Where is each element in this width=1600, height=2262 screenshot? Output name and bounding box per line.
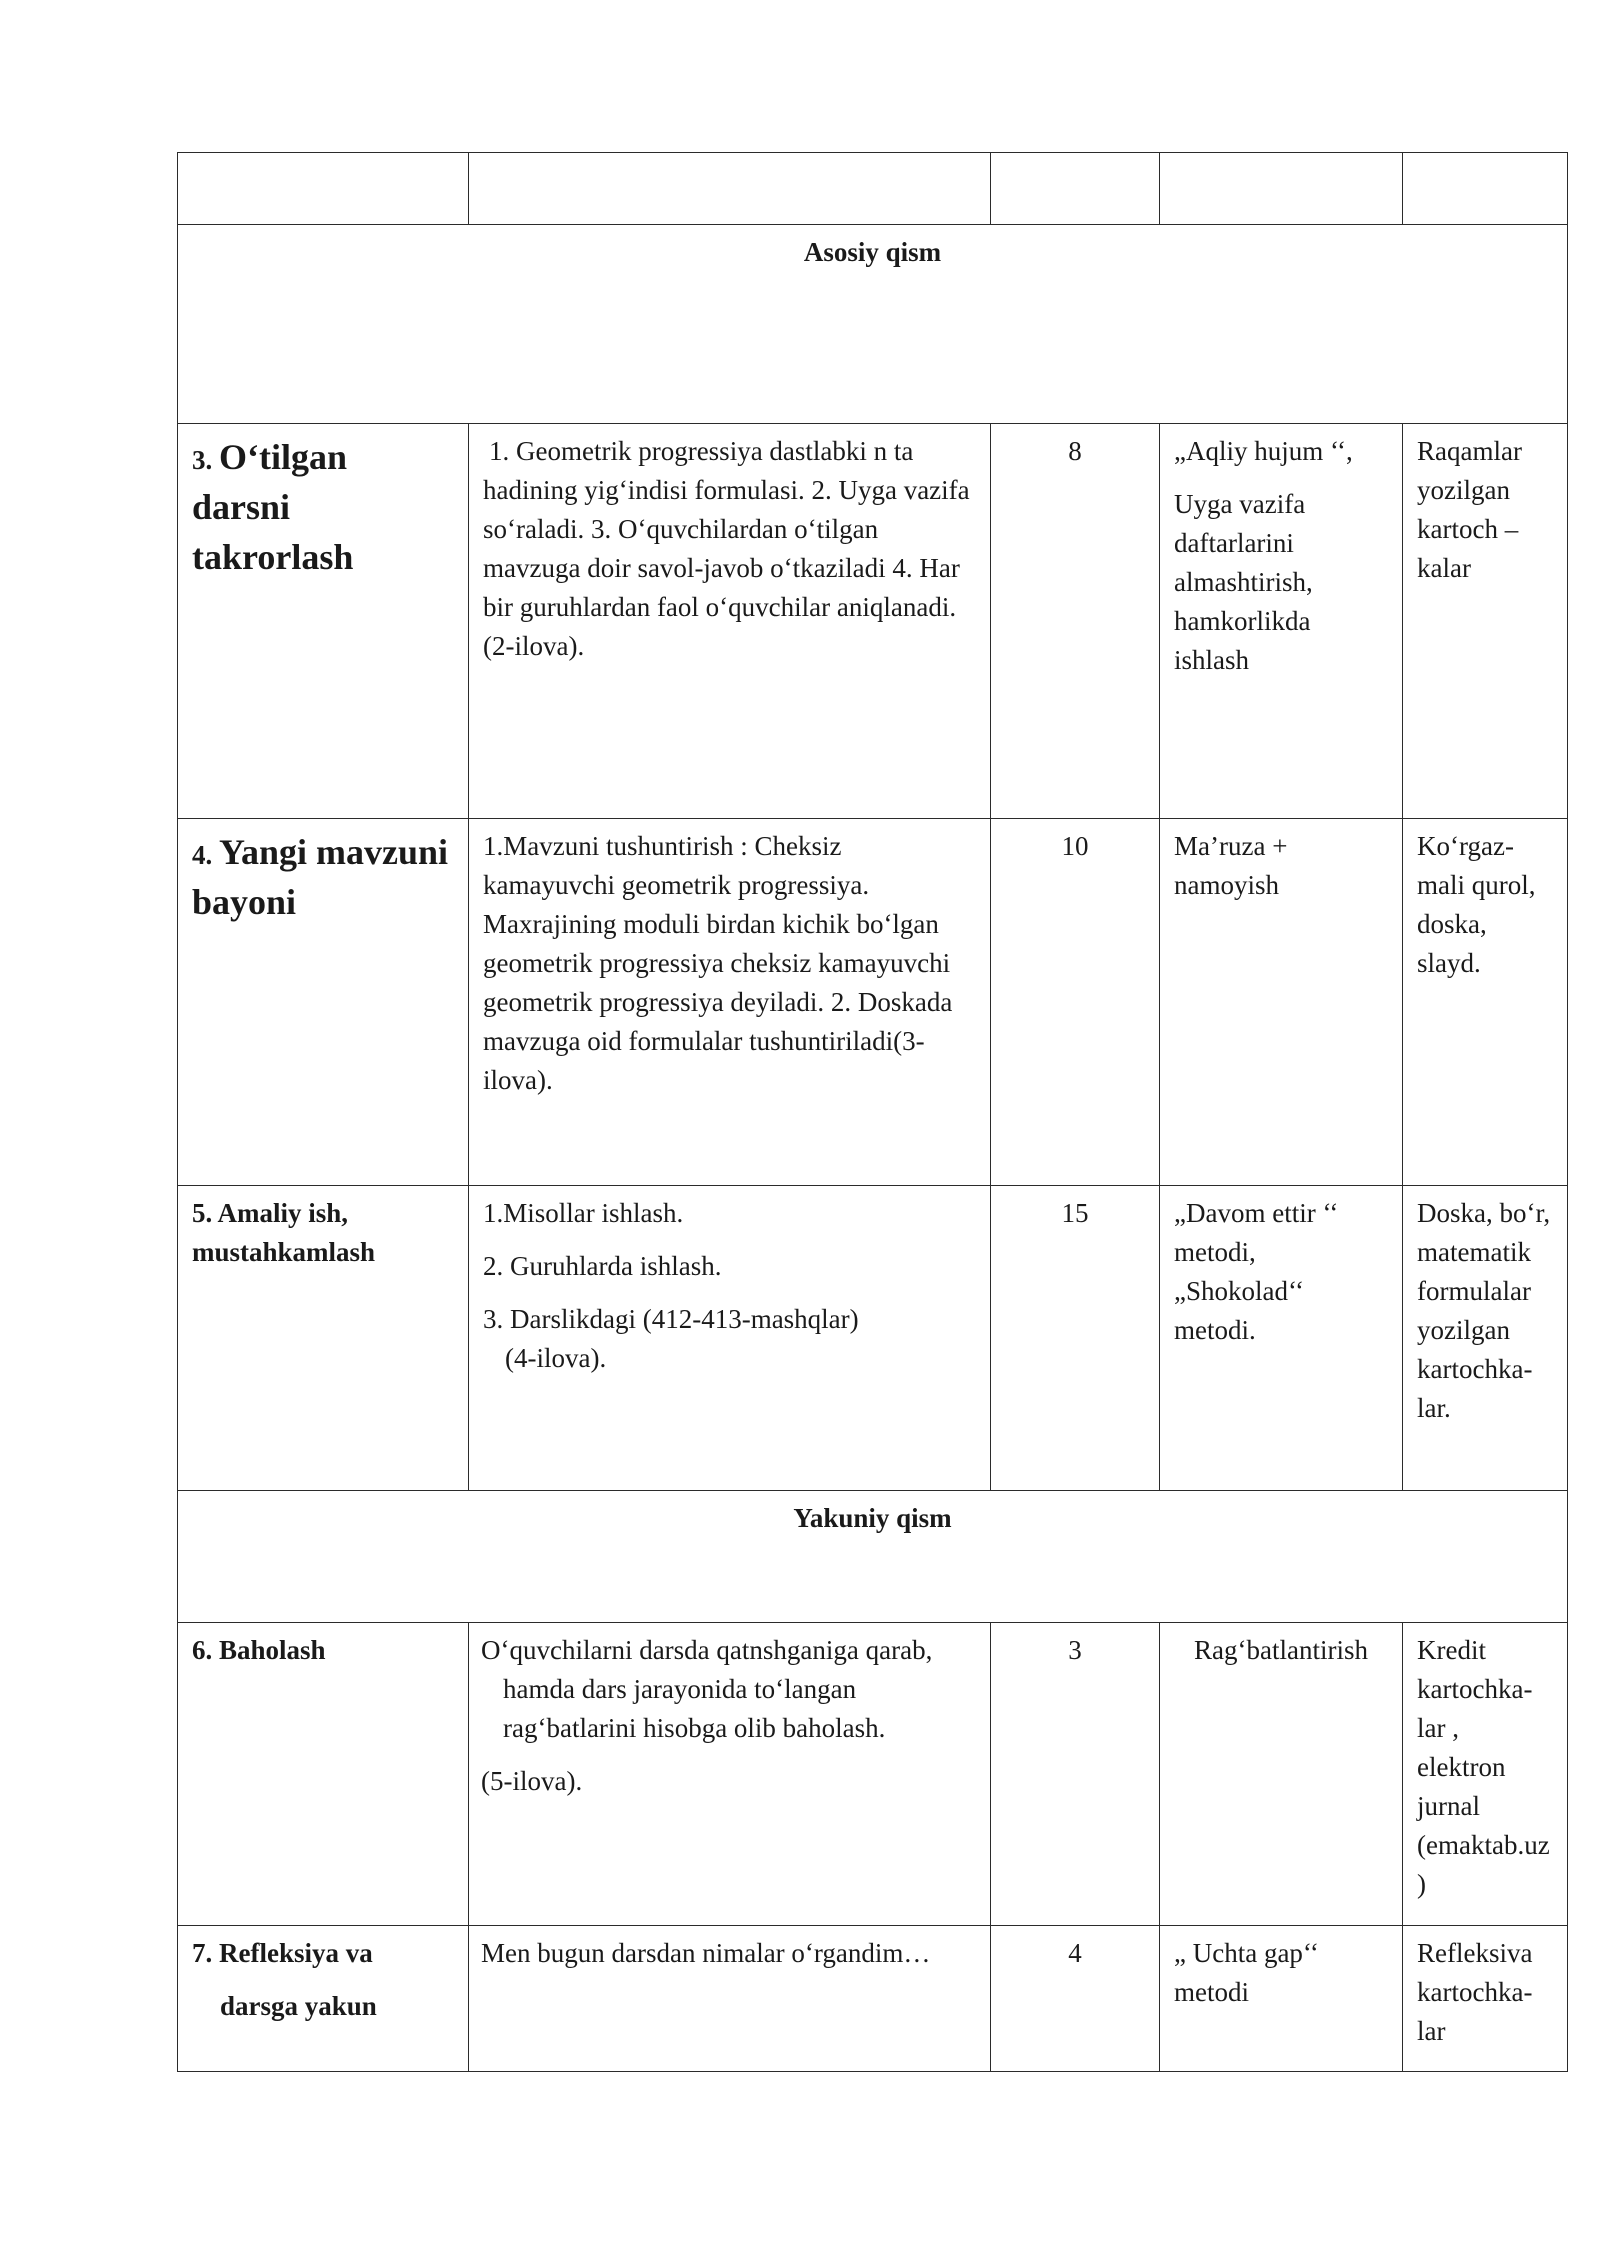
stage-title: 6. Baholash (178, 1623, 469, 1926)
stage-title: O‘tilgan darsni takrorlash (192, 437, 354, 577)
stage-cell (178, 819, 469, 1186)
content-text: 3. Darslikdagi (412-413-mashqlar) (483, 1304, 859, 1334)
lesson-plan-table (177, 152, 1568, 2072)
content-text: hamda dars jarayonida to‘langan rag‘batlarini hisobga olib baholash. (503, 1674, 886, 1743)
method-cell: „ Uchta gap‘‘ metodi (1160, 1926, 1403, 2072)
resources-cell: Ko‘rgaz-mali qurol, doska, slayd. (1403, 819, 1568, 1186)
stage-number: 3. (192, 445, 213, 475)
stage-title: 7. Refleksiya va (192, 1938, 373, 1968)
table-row (178, 424, 1568, 819)
content-cell (469, 1623, 991, 1926)
empty-cell (1160, 153, 1403, 225)
time-cell: 3 (991, 1623, 1160, 1926)
resources-cell: Kredit kartochka-lar , elektron jurnal (emaktab.uz) (1403, 1623, 1568, 1926)
table-row (178, 819, 1568, 1186)
stage-title: darsga yakun (220, 1991, 377, 2021)
table-row (178, 1186, 1568, 1491)
method-text: Uyga vazifa daftarlarini almashtirish, hamkorlikda ishlash (1174, 489, 1313, 675)
method-cell (1160, 424, 1403, 819)
content-cell: Men bugun darsdan nimalar o‘rgandim… (469, 1926, 991, 2072)
stage-title: 5. Amaliy ish, mustahkamlash (178, 1186, 469, 1491)
content-cell: 1.Mavzuni tushuntirish : Cheksiz kamayuvchi geometrik progressiya. Maxrajining moduli birdan kichik bo‘lgan geometrik progressiya cheksiz kamayuvchi geometrik progressiya deyiladi. 2. Doskada mavzuga oid formulalar tushuntiriladi(3-ilova). (469, 819, 991, 1186)
content-cell (469, 424, 991, 819)
time-cell: 4 (991, 1926, 1160, 2072)
content-text: 1.Misollar ishlash. (483, 1198, 684, 1228)
method-cell: Rag‘batlantirish (1160, 1623, 1403, 1926)
section-title-main: Asosiy qism (178, 225, 1568, 424)
section-title-final: Yakuniy qism (178, 1491, 1568, 1623)
content-text: 1. Geometrik progressiya dastlabki n ta hadining yig‘indisi formulasi. 2. Uyga vazifa so‘raladi. 3. O‘quvchilardan o‘tilgan mavzuga doir savol-javob o‘tkaziladi 4. Har bir guruhlardan faol o‘quvchilar aniqlanadi. (2-ilova). (483, 436, 970, 661)
stage-title: Yangi mavzuni bayoni (192, 832, 449, 922)
content-cell (469, 1186, 991, 1491)
method-cell: „Davom ettir ‘‘ metodi, „Shokolad‘‘ metodi. (1160, 1186, 1403, 1491)
resources-cell: Raqamlar yozilgan kartoch – kalar (1403, 424, 1568, 819)
stage-number: 4. (192, 840, 213, 870)
content-text: (5-ilova). (481, 1766, 583, 1796)
content-text: (4-ilova). (505, 1343, 607, 1373)
section-row-final (178, 1491, 1568, 1623)
empty-cell (991, 153, 1160, 225)
table-row (178, 1926, 1568, 2072)
empty-cell (469, 153, 991, 225)
stage-cell (178, 424, 469, 819)
table-row-empty (178, 153, 1568, 225)
time-cell: 15 (991, 1186, 1160, 1491)
resources-cell: Doska, bo‘r, matematik formulalar yozilgan kartochka-lar. (1403, 1186, 1568, 1491)
time-cell: 8 (991, 424, 1160, 819)
content-text: O‘quvchilarni darsda qatnshganiga qarab, (481, 1635, 933, 1665)
content-text: 2. Guruhlarda ishlash. (483, 1251, 722, 1281)
empty-cell (1403, 153, 1568, 225)
method-text: „Aqliy hujum ‘‘, (1174, 436, 1353, 466)
section-row-main (178, 225, 1568, 424)
resources-cell: Refleksiva kartochka-lar (1403, 1926, 1568, 2072)
method-cell: Ma’ruza + namoyish (1160, 819, 1403, 1186)
stage-cell (178, 1926, 469, 2072)
table-row (178, 1623, 1568, 1926)
empty-cell (178, 153, 469, 225)
time-cell: 10 (991, 819, 1160, 1186)
